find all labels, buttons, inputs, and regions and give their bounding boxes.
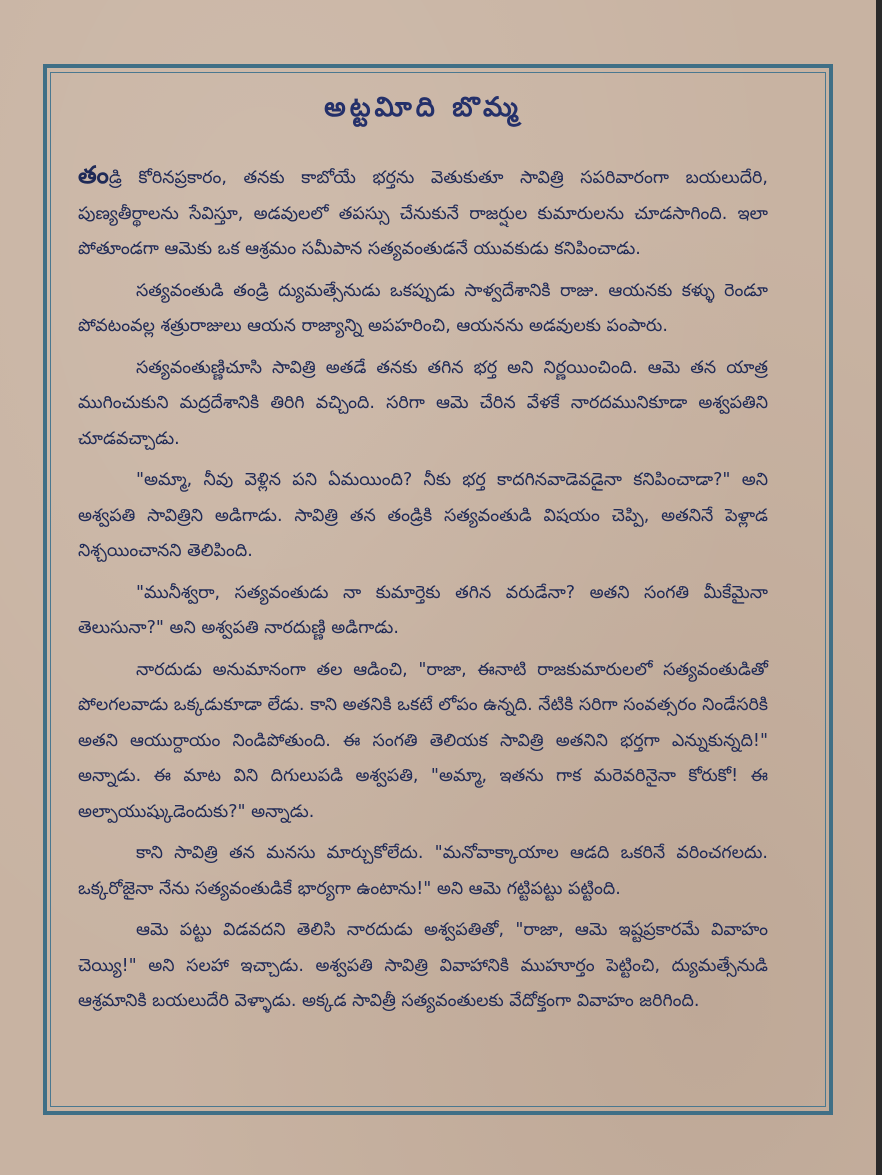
paragraph-2: సత్యవంతుడి తండ్రి ద్యుమత్సేనుడు ఒకప్పుడు సాళ్వదేశానికి రాజు. ఆయనకు కళ్ళు రెండూ పోవటంవల్ల శత్రురాజులు ఆయన రాజ్యాన్ని అపహరించి, ఆయనను అడవులకు పంపారు. — [78, 280, 768, 336]
story-title: అట్టవిూది బొమ్మ — [324, 92, 522, 123]
paragraph-6: నారదుడు అనుమానంగా తల ఆడించి, "రాజా, ఈనాటి రాజకుమారులలో సత్యవంతుడితో పోలగలవాడు ఒక్కడుకూడా లేడు. కాని అతనికి ఒకటే లోపం ఉన్నది. నేటికి సరిగా సంవత్సరం నిండేసరికి అతని ఆయుర్దాయం నిండిపోతుంది. ఈ సంగతి తెలియక సావిత్రి అతనిని భర్తగా ఎన్నుకున్నది!" అన్నాడు. ఈ మాట విని దిగులుపడి అశ్వపతి, "అమ్మా, ఇతను గాక మరెవరినైనా కోరుకో! ఈ అల్పాయుష్కుడెందుకు?" అన్నాడు. — [78, 659, 768, 822]
story-text-block — [78, 92, 768, 1026]
scan-edge — [876, 0, 882, 1175]
paragraph-8: ఆమె పట్టు విడవదని తెలిసి నారదుడు అశ్వపతితో, "రాజా, ఆమె ఇష్టప్రకారమే వివాహం చెయ్యి!" అని సలహా ఇచ్చాడు. అశ్వపతి సావిత్రి వివాహానికి ముహూర్తం పెట్టించి, ద్యుమత్సేనుడి ఆశ్రమానికి బయలుదేరి వెళ్ళాడు. అక్కడ సావిత్రీ సత్యవంతులకు వేదోక్తంగా వివాహం జరిగింది. — [78, 920, 768, 1011]
drop-cap: తం — [78, 161, 109, 189]
paragraph-1-text: డ్రి కోరినప్రకారం, తనకు కాబోయే భర్తను వెతుకుతూ సావిత్రి సపరివారంగా బయలుదేరి, పుణ్యతీర్థాలను సేవిస్తూ, అడవులలో తపస్సు చేనుకునే రాజర్షుల కుమారులను చూడసాగింది. ఇలా పోతూండగా ఆమెకు ఒక ఆశ్రమం సమీపాన సత్యవంతుడనే యువకుడు కనిపించాడు. — [78, 168, 768, 259]
paragraph-4: "అమ్మా, నీవు వెళ్లిన పని ఏమయింది? నీకు భర్త కాదగినవాడెవడైనా కనిపించాడా?" అని అశ్వపతి సావిత్రిని అడిగాడు. సావిత్రి తన తండ్రికి సత్యవంతుడి విషయం చెప్పి, అతనినే పెళ్లాడ నిశ్చయించానని తెలిపింది. — [78, 470, 768, 561]
paragraph-5: "మునీశ్వరా, సత్యవంతుడు నా కుమార్తెకు తగిన వరుడేనా? అతని సంగతి మీకేమైనా తెలుసునా?" అని అశ్వపతి నారదుణ్ణి అడిగాడు. — [78, 582, 768, 638]
paragraph-7: కాని సావిత్రి తన మనసు మార్చుకోలేదు. "మనోవాక్కాయాల ఆడది ఒకరినే వరించగలదు. ఒక్కరోజైనా నేను సత్యవంతుడికే భార్యగా ఉంటాను!" అని ఆమె గట్టిపట్టు పట్టింది. — [78, 843, 768, 899]
paragraph-1 — [78, 158, 768, 268]
paragraph-3: సత్యవంతుణ్ణిచూసి సావిత్రి అతడే తనకు తగిన భర్త అని నిర్ణయించింది. ఆమె తన యాత్ర ముగించుకుని మద్రదేశానికి తిరిగి వచ్చింది. సరిగా ఆమె చేరిన వేళకే నారదమునికూడా అశ్వపతిని చూడవచ్చాడు. — [78, 357, 768, 449]
